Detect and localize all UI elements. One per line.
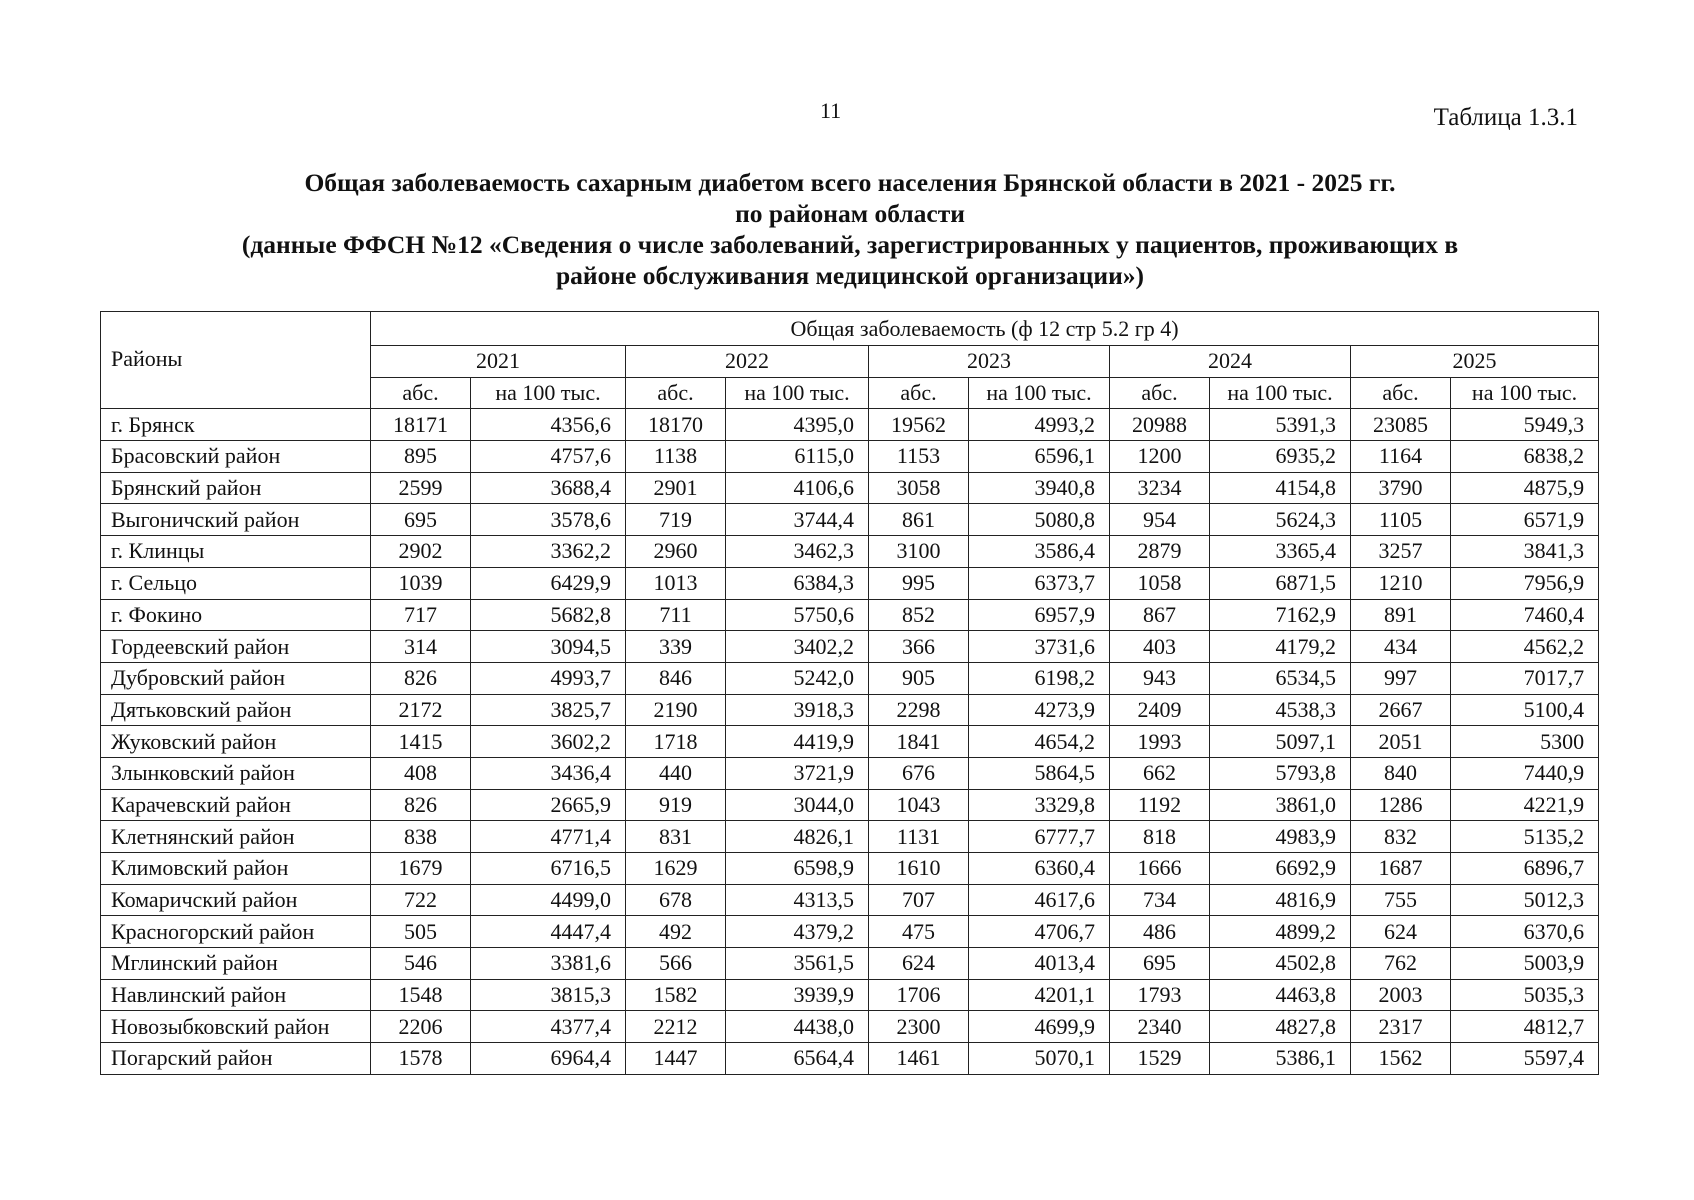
rate-value: 5624,3 [1210, 504, 1351, 536]
rate-value: 3688,4 [471, 472, 626, 504]
rate-value: 6534,5 [1210, 662, 1351, 694]
abs-value: 846 [626, 662, 726, 694]
rate-value: 4154,8 [1210, 472, 1351, 504]
rate-value: 3815,3 [471, 979, 626, 1011]
rate-value: 5242,0 [726, 662, 869, 694]
rate-value: 5035,3 [1451, 979, 1599, 1011]
abs-value: 2172 [371, 694, 471, 726]
abs-value: 1415 [371, 726, 471, 758]
abs-value: 1192 [1110, 789, 1210, 821]
district-name: Гордеевский район [101, 631, 371, 663]
district-name: Дубровский район [101, 662, 371, 694]
abs-value: 486 [1110, 916, 1210, 948]
table-row [101, 504, 1599, 536]
abs-header: абс. [371, 377, 471, 409]
abs-value: 18170 [626, 409, 726, 441]
rate-value: 4983,9 [1210, 821, 1351, 853]
abs-value: 826 [371, 662, 471, 694]
rate-value: 6838,2 [1451, 441, 1599, 473]
abs-value: 1666 [1110, 853, 1210, 885]
abs-value: 2212 [626, 1011, 726, 1043]
rate-value: 4106,6 [726, 472, 869, 504]
abs-value: 762 [1351, 948, 1451, 980]
table-row [101, 789, 1599, 821]
table-row [101, 821, 1599, 853]
table-label: Таблица 1.3.1 [1433, 104, 1578, 131]
rate-value: 4499,0 [471, 884, 626, 916]
abs-value: 20988 [1110, 409, 1210, 441]
district-name: Выгоничский район [101, 504, 371, 536]
rate-value: 4699,9 [969, 1011, 1110, 1043]
rate-value: 5003,9 [1451, 948, 1599, 980]
abs-value: 505 [371, 916, 471, 948]
rate-value: 4562,2 [1451, 631, 1599, 663]
abs-value: 826 [371, 789, 471, 821]
rate-value: 3825,7 [471, 694, 626, 726]
district-name: Красногорский район [101, 916, 371, 948]
abs-value: 1043 [869, 789, 969, 821]
year-header: 2023 [869, 346, 1110, 378]
rate-value: 6692,9 [1210, 853, 1351, 885]
rate-value: 5300 [1451, 726, 1599, 758]
rate-header: на 100 тыс. [726, 377, 869, 409]
table-row [101, 948, 1599, 980]
rate-header: на 100 тыс. [969, 377, 1110, 409]
rate-value: 6596,1 [969, 441, 1110, 473]
abs-value: 1210 [1351, 567, 1451, 599]
abs-value: 2667 [1351, 694, 1451, 726]
district-name: г. Клинцы [101, 536, 371, 568]
rate-value: 4463,8 [1210, 979, 1351, 1011]
rate-value: 3602,2 [471, 726, 626, 758]
rate-value: 4013,4 [969, 948, 1110, 980]
abs-value: 2599 [371, 472, 471, 504]
district-name: Дятьковский район [101, 694, 371, 726]
rate-value: 4826,1 [726, 821, 869, 853]
abs-header: абс. [1110, 377, 1210, 409]
abs-value: 2902 [371, 536, 471, 568]
abs-value: 840 [1351, 757, 1451, 789]
abs-value: 711 [626, 599, 726, 631]
abs-value: 339 [626, 631, 726, 663]
abs-value: 2190 [626, 694, 726, 726]
abs-value: 440 [626, 757, 726, 789]
abs-value: 1993 [1110, 726, 1210, 758]
rate-value: 6429,9 [471, 567, 626, 599]
table-row [101, 599, 1599, 631]
rate-value: 3841,3 [1451, 536, 1599, 568]
abs-value: 995 [869, 567, 969, 599]
abs-value: 919 [626, 789, 726, 821]
rate-value: 7956,9 [1451, 567, 1599, 599]
abs-value: 838 [371, 821, 471, 853]
rate-value: 7440,9 [1451, 757, 1599, 789]
rate-value: 4377,4 [471, 1011, 626, 1043]
year-header: 2021 [371, 346, 626, 378]
abs-value: 1013 [626, 567, 726, 599]
rate-value: 4273,9 [969, 694, 1110, 726]
abs-value: 695 [1110, 948, 1210, 980]
abs-value: 23085 [1351, 409, 1451, 441]
abs-value: 1153 [869, 441, 969, 473]
rate-value: 5097,1 [1210, 726, 1351, 758]
abs-value: 717 [371, 599, 471, 631]
rate-value: 2665,9 [471, 789, 626, 821]
rate-value: 3561,5 [726, 948, 869, 980]
table-body [101, 409, 1599, 1074]
rate-value: 6598,9 [726, 853, 869, 885]
rate-value: 6871,5 [1210, 567, 1351, 599]
abs-value: 943 [1110, 662, 1210, 694]
abs-value: 3100 [869, 536, 969, 568]
rate-value: 4395,0 [726, 409, 869, 441]
rate-value: 4201,1 [969, 979, 1110, 1011]
rate-value: 5793,8 [1210, 757, 1351, 789]
abs-value: 1610 [869, 853, 969, 885]
abs-value: 1548 [371, 979, 471, 1011]
rate-value: 6373,7 [969, 567, 1110, 599]
rate-value: 3329,8 [969, 789, 1110, 821]
rate-value: 4419,9 [726, 726, 869, 758]
abs-value: 734 [1110, 884, 1210, 916]
table-row [101, 916, 1599, 948]
abs-value: 1529 [1110, 1043, 1210, 1075]
rate-value: 5750,6 [726, 599, 869, 631]
abs-value: 1461 [869, 1043, 969, 1075]
abs-value: 3257 [1351, 536, 1451, 568]
district-name: Злынковский район [101, 757, 371, 789]
table-row [101, 472, 1599, 504]
rate-value: 3586,4 [969, 536, 1110, 568]
abs-value: 1841 [869, 726, 969, 758]
rate-value: 5070,1 [969, 1043, 1110, 1075]
rate-value: 5597,4 [1451, 1043, 1599, 1075]
district-name: Карачевский район [101, 789, 371, 821]
abs-value: 2901 [626, 472, 726, 504]
rate-value: 6957,9 [969, 599, 1110, 631]
abs-value: 707 [869, 884, 969, 916]
abs-value: 566 [626, 948, 726, 980]
rate-value: 7460,4 [1451, 599, 1599, 631]
rate-value: 5386,1 [1210, 1043, 1351, 1075]
document-title [100, 167, 1600, 291]
rate-value: 4816,9 [1210, 884, 1351, 916]
abs-value: 905 [869, 662, 969, 694]
abs-value: 408 [371, 757, 471, 789]
rate-value: 3094,5 [471, 631, 626, 663]
rate-value: 3939,9 [726, 979, 869, 1011]
rate-value: 6716,5 [471, 853, 626, 885]
rate-value: 3940,8 [969, 472, 1110, 504]
abs-value: 1200 [1110, 441, 1210, 473]
abs-value: 1138 [626, 441, 726, 473]
abs-value: 18171 [371, 409, 471, 441]
abs-value: 867 [1110, 599, 1210, 631]
rate-value: 4538,3 [1210, 694, 1351, 726]
abs-value: 1058 [1110, 567, 1210, 599]
abs-value: 624 [869, 948, 969, 980]
table-row [101, 631, 1599, 663]
rate-value: 6571,9 [1451, 504, 1599, 536]
abs-value: 3234 [1110, 472, 1210, 504]
rate-value: 3362,2 [471, 536, 626, 568]
district-name: г. Сельцо [101, 567, 371, 599]
abs-value: 891 [1351, 599, 1451, 631]
table-row [101, 536, 1599, 568]
abs-header: абс. [626, 377, 726, 409]
districts-header: Районы [101, 312, 371, 409]
rate-value: 5864,5 [969, 757, 1110, 789]
year-header: 2024 [1110, 346, 1351, 378]
rate-value: 4812,7 [1451, 1011, 1599, 1043]
year-header: 2025 [1351, 346, 1599, 378]
rate-value: 4993,7 [471, 662, 626, 694]
year-header: 2022 [626, 346, 869, 378]
abs-value: 1164 [1351, 441, 1451, 473]
rate-value: 4356,6 [471, 409, 626, 441]
title-line: Общая заболеваемость сахарным диабетом всего населения Брянской области в 2021 - 2025 гг. [304, 168, 1396, 197]
abs-value: 997 [1351, 662, 1451, 694]
abs-value: 434 [1351, 631, 1451, 663]
abs-value: 861 [869, 504, 969, 536]
rate-value: 4179,2 [1210, 631, 1351, 663]
rate-value: 5949,3 [1451, 409, 1599, 441]
abs-value: 1687 [1351, 853, 1451, 885]
rate-value: 3381,6 [471, 948, 626, 980]
abs-value: 2317 [1351, 1011, 1451, 1043]
abs-header: абс. [1351, 377, 1451, 409]
abs-value: 1578 [371, 1043, 471, 1075]
rate-value: 5012,3 [1451, 884, 1599, 916]
abs-value: 3058 [869, 472, 969, 504]
rate-value: 6360,4 [969, 853, 1110, 885]
abs-value: 19562 [869, 409, 969, 441]
rate-value: 3731,6 [969, 631, 1110, 663]
abs-value: 2409 [1110, 694, 1210, 726]
district-name: Мглинский район [101, 948, 371, 980]
abs-value: 2003 [1351, 979, 1451, 1011]
rate-value: 6384,3 [726, 567, 869, 599]
district-name: Новозыбковский район [101, 1011, 371, 1043]
rate-value: 6370,6 [1451, 916, 1599, 948]
rate-value: 5080,8 [969, 504, 1110, 536]
rate-value: 3365,4 [1210, 536, 1351, 568]
incidence-table [100, 311, 1599, 1075]
abs-value: 1582 [626, 979, 726, 1011]
abs-value: 832 [1351, 821, 1451, 853]
title-line: районе обслуживания медицинской организации») [555, 261, 1145, 290]
abs-value: 678 [626, 884, 726, 916]
rate-value: 6777,7 [969, 821, 1110, 853]
rate-value: 5682,8 [471, 599, 626, 631]
abs-value: 1447 [626, 1043, 726, 1075]
rate-value: 5391,3 [1210, 409, 1351, 441]
abs-value: 818 [1110, 821, 1210, 853]
rate-value: 4654,2 [969, 726, 1110, 758]
rate-header: на 100 тыс. [1451, 377, 1599, 409]
rate-value: 4827,8 [1210, 1011, 1351, 1043]
district-name: г. Брянск [101, 409, 371, 441]
abs-value: 719 [626, 504, 726, 536]
rate-value: 6115,0 [726, 441, 869, 473]
table-row [101, 884, 1599, 916]
abs-value: 755 [1351, 884, 1451, 916]
rate-value: 3436,4 [471, 757, 626, 789]
abs-value: 1131 [869, 821, 969, 853]
district-name: Жуковский район [101, 726, 371, 758]
abs-value: 1286 [1351, 789, 1451, 821]
rate-value: 4438,0 [726, 1011, 869, 1043]
rate-value: 3861,0 [1210, 789, 1351, 821]
abs-value: 676 [869, 757, 969, 789]
abs-value: 2298 [869, 694, 969, 726]
abs-value: 2879 [1110, 536, 1210, 568]
rate-value: 4313,5 [726, 884, 869, 916]
rate-value: 7162,9 [1210, 599, 1351, 631]
table-row [101, 1043, 1599, 1075]
abs-value: 1679 [371, 853, 471, 885]
rate-value: 4447,4 [471, 916, 626, 948]
abs-value: 722 [371, 884, 471, 916]
district-name: г. Фокино [101, 599, 371, 631]
abs-value: 2206 [371, 1011, 471, 1043]
abs-value: 1718 [626, 726, 726, 758]
rate-header: на 100 тыс. [1210, 377, 1351, 409]
abs-value: 3790 [1351, 472, 1451, 504]
title-line: (данные ФФСН №12 «Сведения о числе заболеваний, зарегистрированных у пациентов, проживающих в [241, 230, 1459, 259]
abs-value: 546 [371, 948, 471, 980]
rate-value: 3721,9 [726, 757, 869, 789]
rate-value: 4617,6 [969, 884, 1110, 916]
abs-value: 366 [869, 631, 969, 663]
table-row [101, 409, 1599, 441]
abs-value: 1039 [371, 567, 471, 599]
table-row [101, 1011, 1599, 1043]
rate-value: 5100,4 [1451, 694, 1599, 726]
district-name: Комаричский район [101, 884, 371, 916]
abs-value: 695 [371, 504, 471, 536]
table-row [101, 979, 1599, 1011]
rate-value: 6198,2 [969, 662, 1110, 694]
abs-value: 2340 [1110, 1011, 1210, 1043]
abs-value: 1706 [869, 979, 969, 1011]
abs-value: 2051 [1351, 726, 1451, 758]
abs-value: 492 [626, 916, 726, 948]
rate-value: 4899,2 [1210, 916, 1351, 948]
rate-value: 3044,0 [726, 789, 869, 821]
rate-value: 6935,2 [1210, 441, 1351, 473]
abs-value: 475 [869, 916, 969, 948]
district-name: Навлинский район [101, 979, 371, 1011]
district-name: Клетнянский район [101, 821, 371, 853]
district-name: Климовский район [101, 853, 371, 885]
title-line: по районам области [735, 199, 965, 228]
abs-value: 2300 [869, 1011, 969, 1043]
rate-value: 4502,8 [1210, 948, 1351, 980]
rate-value: 6896,7 [1451, 853, 1599, 885]
group-header: Общая заболеваемость (ф 12 стр 5.2 гр 4) [371, 312, 1599, 346]
abs-value: 954 [1110, 504, 1210, 536]
abs-value: 624 [1351, 916, 1451, 948]
rate-value: 7017,7 [1451, 662, 1599, 694]
table-row [101, 662, 1599, 694]
district-name: Брасовский район [101, 441, 371, 473]
page-number: 11 [820, 98, 842, 123]
rate-value: 6564,4 [726, 1043, 869, 1075]
abs-value: 2960 [626, 536, 726, 568]
rate-value: 4706,7 [969, 916, 1110, 948]
table-row [101, 694, 1599, 726]
abs-value: 662 [1110, 757, 1210, 789]
rate-value: 4221,9 [1451, 789, 1599, 821]
abs-value: 831 [626, 821, 726, 853]
abs-value: 1793 [1110, 979, 1210, 1011]
rate-value: 4771,4 [471, 821, 626, 853]
rate-value: 3578,6 [471, 504, 626, 536]
abs-value: 1562 [1351, 1043, 1451, 1075]
rate-value: 5135,2 [1451, 821, 1599, 853]
rate-value: 4757,6 [471, 441, 626, 473]
rate-header: на 100 тыс. [471, 377, 626, 409]
abs-value: 1629 [626, 853, 726, 885]
abs-header: абс. [869, 377, 969, 409]
rate-value: 3462,3 [726, 536, 869, 568]
table-row [101, 441, 1599, 473]
rate-value: 3918,3 [726, 694, 869, 726]
district-name: Брянский район [101, 472, 371, 504]
table-row [101, 567, 1599, 599]
rate-value: 4379,2 [726, 916, 869, 948]
abs-value: 1105 [1351, 504, 1451, 536]
district-name: Погарский район [101, 1043, 371, 1075]
rate-value: 3744,4 [726, 504, 869, 536]
rate-value: 4875,9 [1451, 472, 1599, 504]
abs-value: 403 [1110, 631, 1210, 663]
rate-value: 4993,2 [969, 409, 1110, 441]
table-row [101, 757, 1599, 789]
rate-value: 6964,4 [471, 1043, 626, 1075]
table-row [101, 726, 1599, 758]
abs-value: 895 [371, 441, 471, 473]
rate-value: 3402,2 [726, 631, 869, 663]
abs-value: 314 [371, 631, 471, 663]
table-row [101, 853, 1599, 885]
abs-value: 852 [869, 599, 969, 631]
